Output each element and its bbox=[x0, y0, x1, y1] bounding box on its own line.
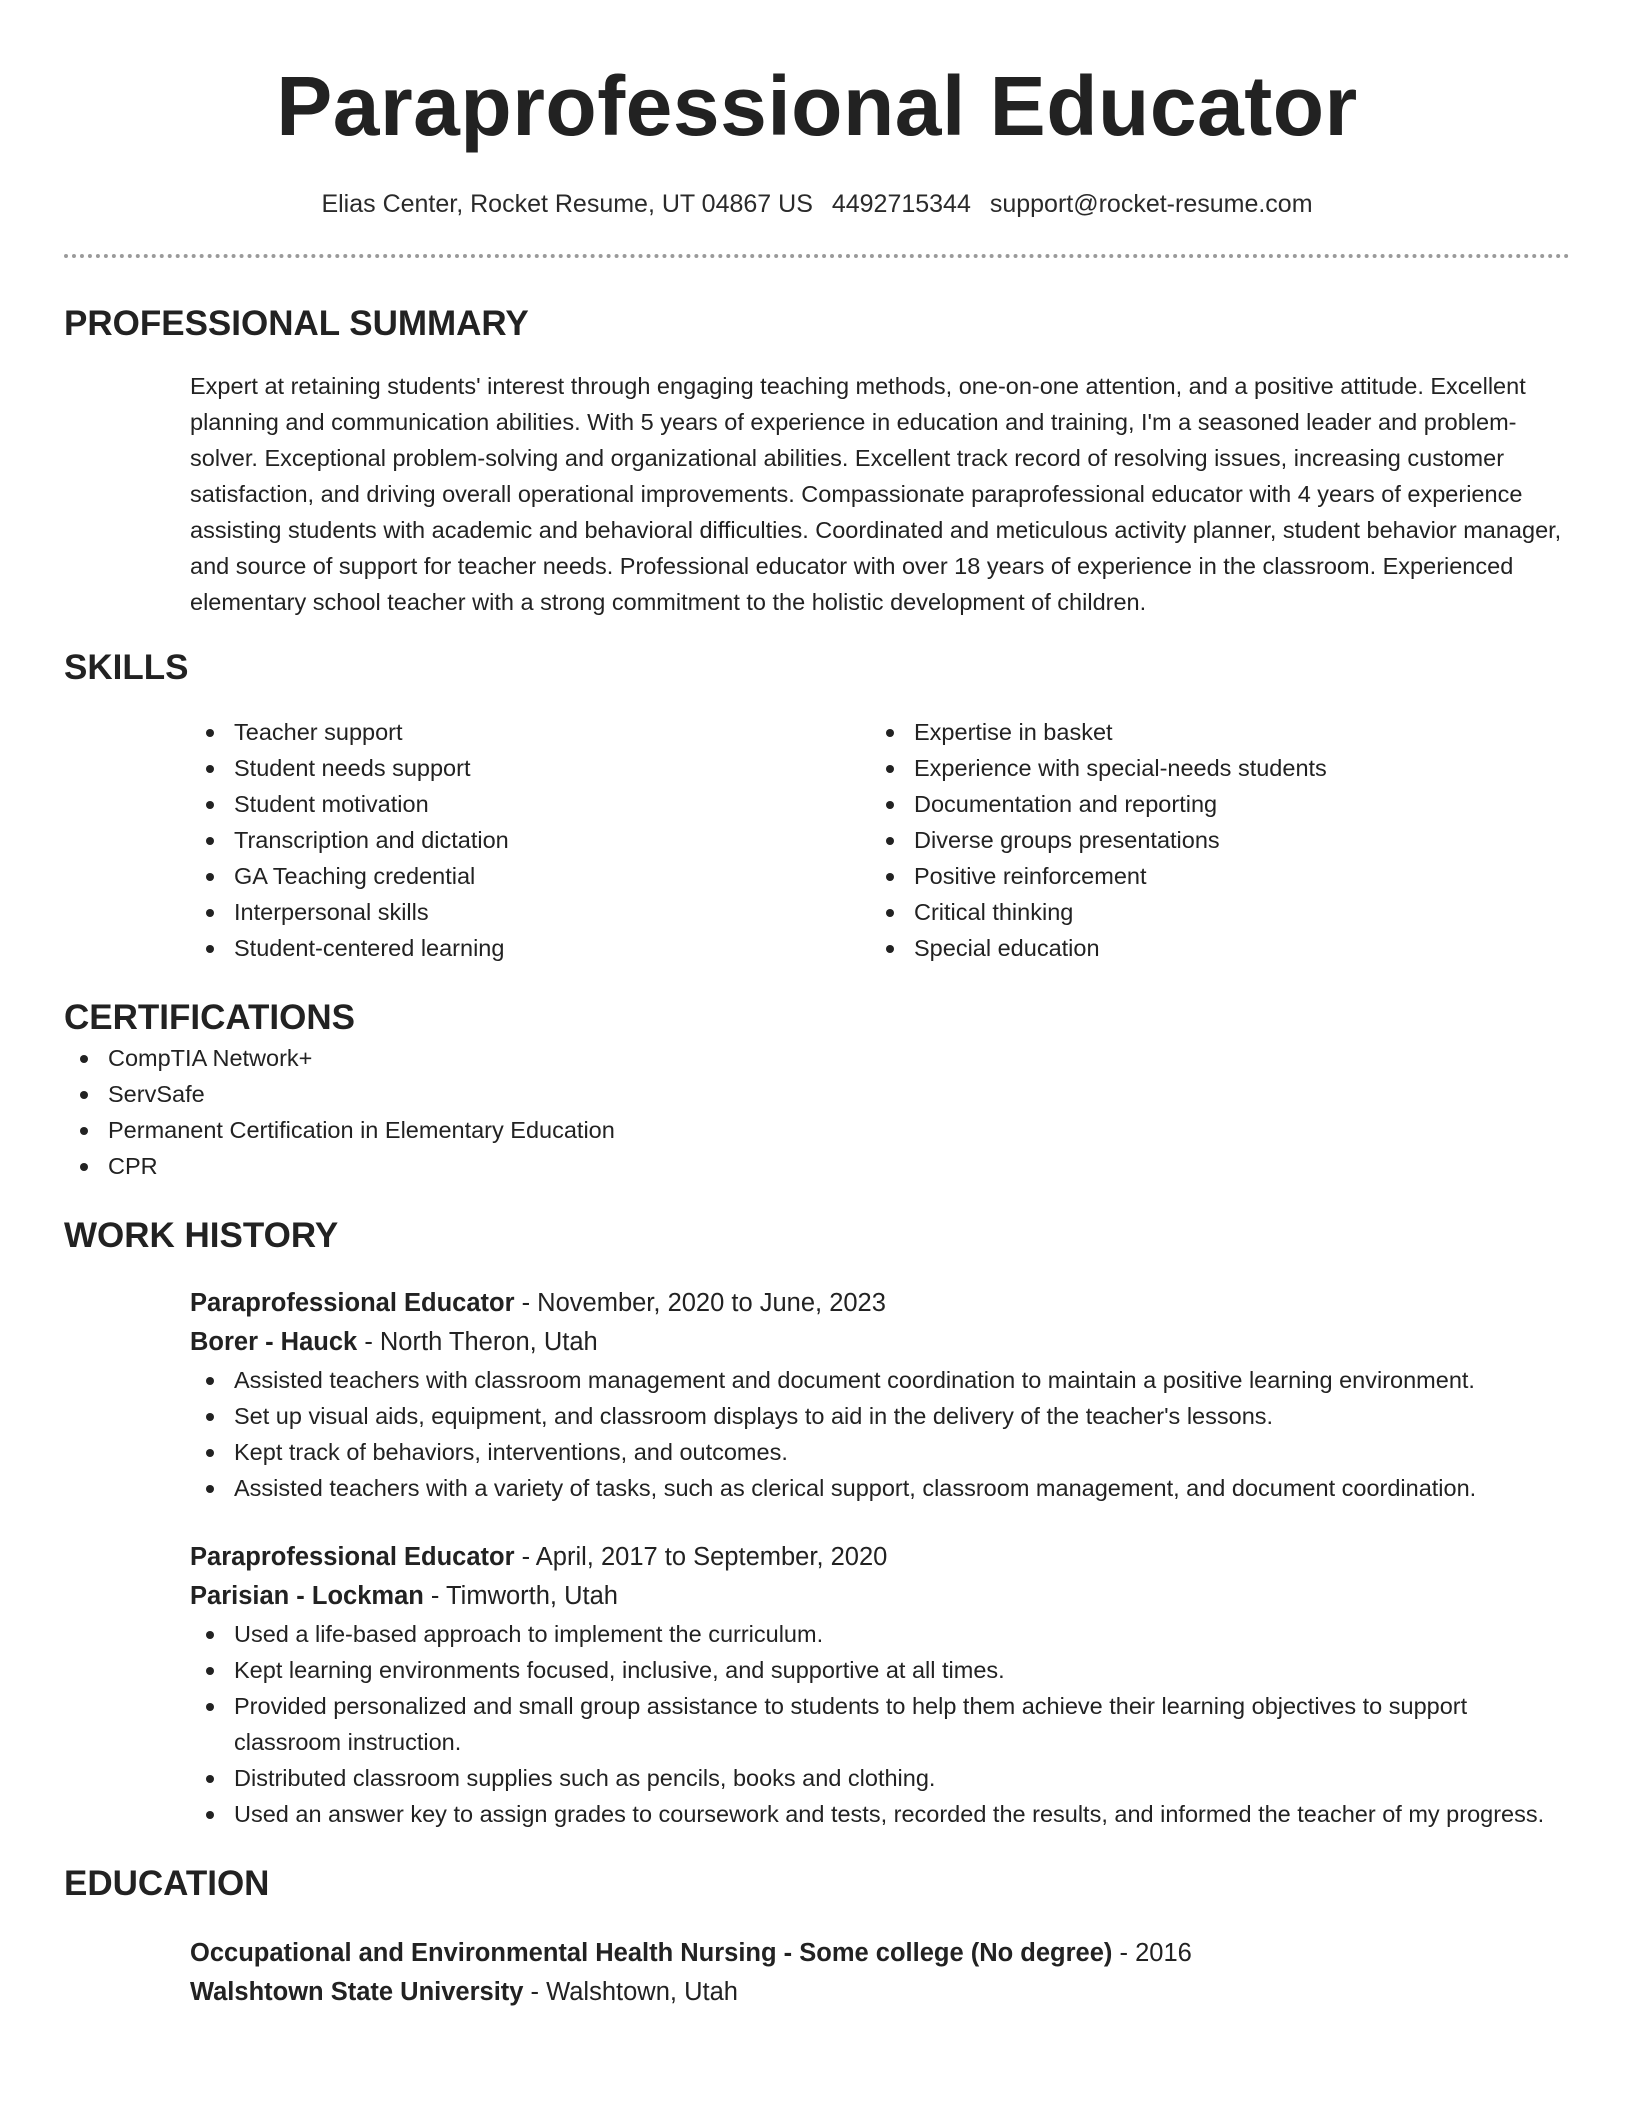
education-entry bbox=[190, 1934, 1570, 2012]
job-role: Paraprofessional Educator bbox=[190, 1289, 515, 1317]
job-company: Parisian - Lockman bbox=[190, 1582, 424, 1610]
job-dates: - November, 2020 to June, 2023 bbox=[514, 1289, 886, 1317]
job-company-line bbox=[190, 1323, 1570, 1362]
contact-line bbox=[64, 188, 1570, 220]
job-bullet: Used an answer key to assign grades to coursework and tests, recorded the results, and informed the teacher of my progress. bbox=[190, 1796, 1570, 1832]
skill-item: Interpersonal skills bbox=[190, 894, 870, 930]
contact-email[interactable]: support@rocket-resume.com bbox=[989, 190, 1313, 218]
certification-item: ServSafe bbox=[64, 1076, 1570, 1112]
skill-item: Student needs support bbox=[190, 750, 870, 786]
job-bullet-list bbox=[190, 1616, 1570, 1832]
header-divider bbox=[64, 254, 1570, 258]
job-entry bbox=[190, 1538, 1570, 1832]
job-bullet: Kept track of behaviors, interventions, and outcomes. bbox=[190, 1434, 1570, 1470]
section-title-summary: PROFESSIONAL SUMMARY bbox=[64, 304, 529, 343]
section-title-certifications: CERTIFICATIONS bbox=[64, 998, 356, 1037]
section-title-work-history: WORK HISTORY bbox=[64, 1216, 339, 1255]
job-bullet: Assisted teachers with a variety of tasks, such as clerical support, classroom management, and document coordination. bbox=[190, 1470, 1570, 1506]
job-entry bbox=[190, 1284, 1570, 1506]
job-location: - Timworth, Utah bbox=[423, 1582, 618, 1610]
skills-column-left bbox=[190, 714, 870, 966]
skill-item: GA Teaching credential bbox=[190, 858, 870, 894]
education-year: - 2016 bbox=[1112, 1939, 1192, 1967]
skill-item: Special education bbox=[870, 930, 1550, 966]
skills-grid bbox=[190, 714, 1570, 966]
certification-item: Permanent Certification in Elementary Education bbox=[64, 1112, 1570, 1148]
skill-item: Student motivation bbox=[190, 786, 870, 822]
skill-item: Diverse groups presentations bbox=[870, 822, 1550, 858]
job-role-line bbox=[190, 1538, 1570, 1577]
summary-text: Expert at retaining students' interest through engaging teaching methods, one-on-one attention, and a positive attitude. Excellent planning and communication abilities. With 5 years of experience in education and training, I'm a seasoned leader and problem-solver. Exceptional problem-solving and organizational abilities. Excellent track record of resolving issues, increasing customer satisfaction, and driving overall operational improvements. Compassionate paraprofessional educator with 4 years of experience assisting students with academic and behavioral difficulties. Coordinated and meticulous activity planner, student behavior manager, and source of support for teacher needs. Professional educator with over 18 years of experience in the classroom. Experienced elementary school teacher with a strong commitment to the holistic development of children. bbox=[190, 373, 1562, 615]
education-degree: Occupational and Environmental Health Nursing - Some college (No degree) bbox=[190, 1939, 1113, 1967]
certification-item: CPR bbox=[64, 1148, 1570, 1184]
section-title-education: EDUCATION bbox=[64, 1864, 270, 1903]
education-school-line bbox=[190, 1973, 1570, 2012]
job-bullet: Set up visual aids, equipment, and classroom displays to aid in the delivery of the teacher's lessons. bbox=[190, 1398, 1570, 1434]
skill-item: Critical thinking bbox=[870, 894, 1550, 930]
skill-item: Transcription and dictation bbox=[190, 822, 870, 858]
job-bullet-list bbox=[190, 1362, 1570, 1506]
resume-page bbox=[64, 0, 1570, 2012]
job-company: Borer - Hauck bbox=[190, 1328, 358, 1356]
education-school: Walshtown State University bbox=[190, 1978, 524, 2006]
skill-item: Student-centered learning bbox=[190, 930, 870, 966]
skill-item: Teacher support bbox=[190, 714, 870, 750]
section-title-skills: SKILLS bbox=[64, 648, 189, 687]
job-bullet: Distributed classroom supplies such as pencils, books and clothing. bbox=[190, 1760, 1570, 1796]
skills-column-right bbox=[870, 714, 1550, 966]
job-bullet: Used a life-based approach to implement the curriculum. bbox=[190, 1616, 1570, 1652]
contact-address: Elias Center, Rocket Resume, UT 04867 US bbox=[321, 190, 813, 218]
job-bullet: Assisted teachers with classroom management and document coordination to maintain a positive learning environment. bbox=[190, 1362, 1570, 1398]
candidate-name: Paraprofessional Educator bbox=[276, 59, 1358, 153]
job-role-line bbox=[190, 1284, 1570, 1323]
job-bullet: Provided personalized and small group assistance to students to help them achieve their learning objectives to support classroom instruction. bbox=[190, 1688, 1570, 1760]
skill-item: Expertise in basket bbox=[870, 714, 1550, 750]
certification-item: CompTIA Network+ bbox=[64, 1040, 1570, 1076]
contact-phone: 4492715344 bbox=[831, 190, 971, 218]
skill-item: Documentation and reporting bbox=[870, 786, 1550, 822]
skill-item: Experience with special-needs students bbox=[870, 750, 1550, 786]
education-location: - Walshtown, Utah bbox=[523, 1978, 738, 2006]
job-role: Paraprofessional Educator bbox=[190, 1543, 515, 1571]
job-company-line bbox=[190, 1577, 1570, 1616]
job-bullet: Kept learning environments focused, inclusive, and supportive at all times. bbox=[190, 1652, 1570, 1688]
skill-item: Positive reinforcement bbox=[870, 858, 1550, 894]
certification-list bbox=[64, 1040, 1570, 1184]
education-degree-line bbox=[190, 1934, 1570, 1973]
job-dates: - April, 2017 to September, 2020 bbox=[514, 1543, 888, 1571]
job-location: - North Theron, Utah bbox=[357, 1328, 598, 1356]
